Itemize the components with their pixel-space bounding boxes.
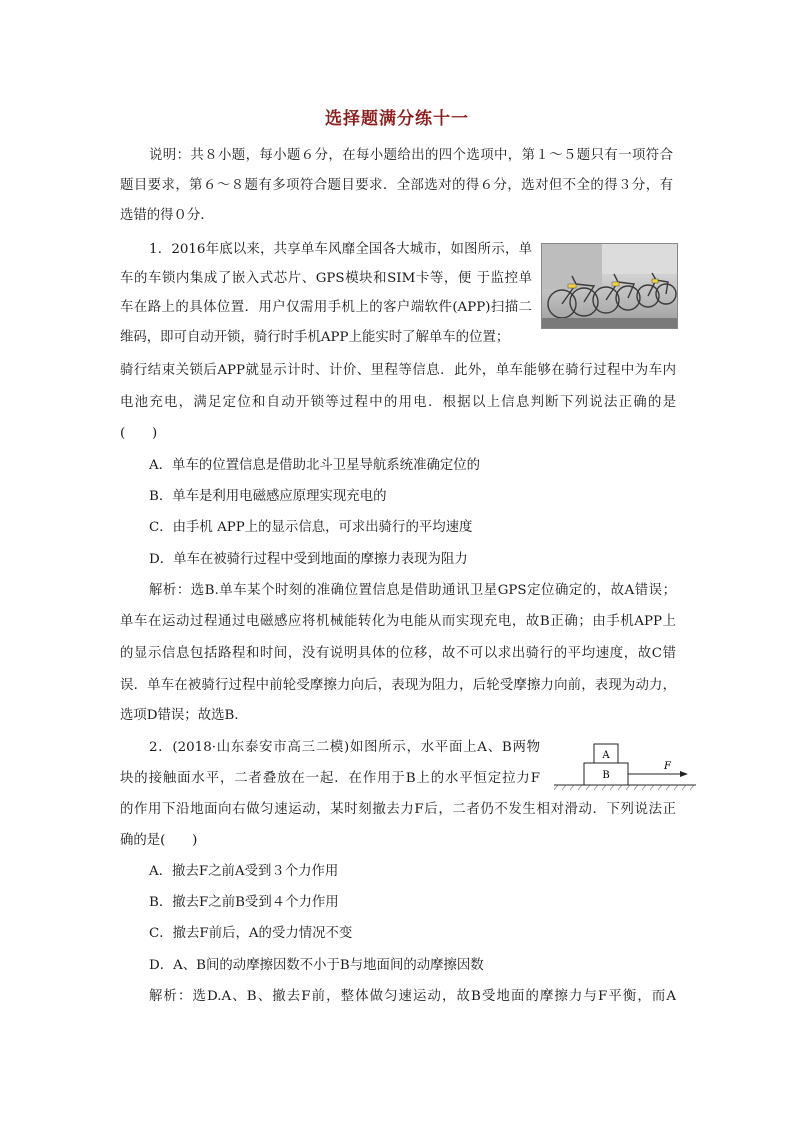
q1-stem-line: 维码，即可自动开锁，骑行时手机APP上能实时了解单车的位置； — [120, 330, 510, 345]
q1-stem-line: 骑行结束关锁后APP就显示计时、计价、里程等信息．此外，单车能够在骑行过程中为车内 — [120, 363, 676, 378]
q1-stem-line: 电池充电，满足定位和自动开锁等过程中的用电．根据以上信息判断下列说法正确的是 — [120, 395, 676, 410]
force-label: F — [664, 761, 671, 772]
q1-stem-line: 车的车锁内集成了嵌入式芯片、GPS模块和SIM卡等，便 于监控单 — [120, 271, 532, 286]
q2-option: D．A、B间的动摩擦因数不小于B与地面间的动摩擦因数 — [149, 958, 484, 973]
q2-option: B．撤去F之前B受到４个力作用 — [149, 895, 339, 910]
q1-analysis-line: 单车在运动过程通过电磁感应将机械能转化为电能从而实现充电，故B正确；由手机APP上 — [120, 614, 676, 629]
q1-option: C．由手机 APP上的显示信息，可求出骑行的平均速度 — [149, 520, 473, 535]
q2-stem-line: 块的接触面水平，二者叠放在一起．在作用于B上的水平恒定拉力F — [120, 771, 540, 786]
q1-stem-line: 车在路上的具体位置．用户仅需用手机上的客户端软件(APP)扫描二 — [120, 300, 532, 315]
q1-analysis-line: 的显示信息包括路程和时间，没有说明具体的位移，故不可以求出骑行的平均速度，故C错 — [120, 646, 676, 661]
q1-option: D．单车在被骑行过程中受到地面的摩擦力表现为阻力 — [149, 552, 468, 567]
q2-stem-line: 2．(2018·山东泰安市高三二模)如图所示，水平面上A、B两物 — [149, 740, 540, 755]
q1-option: B．单车是利用电磁感应原理实现充电的 — [149, 489, 387, 504]
ground-hatching — [554, 785, 694, 790]
block-a-label: A — [602, 750, 610, 761]
blocks-diagram — [554, 741, 696, 793]
intro-line: 选错的得０分． — [120, 208, 214, 223]
q1-stem-line: 1．2016年底以来，共享单车风靡全国各大城市，如图所示，单 — [149, 242, 532, 257]
q1-answer-blank: ( ) — [120, 426, 158, 441]
intro-line: 说明：共８小题，每小题６分，在每小题给出的四个选项中，第１～５题只有一项符合 — [149, 148, 673, 163]
page-title: 选择题满分练十一 — [325, 109, 469, 129]
q1-analysis-line: 解析：选B.单车某个时刻的准确位置信息是借助通讯卫星GPS定位确定的，故A错误； — [149, 583, 676, 598]
q2-analysis-line: 解析：选D.A、B、撤去F前，整体做匀速运动，故B受地面的摩擦力与F平衡，而A — [149, 989, 676, 1004]
force-arrowhead — [680, 771, 688, 777]
q2-stem-line: 的作用下沿地面向右做匀速运动，某时刻撤去力F后，二者仍不发生相对滑动．下列说法正 — [120, 802, 676, 817]
q1-analysis-line: 选项D错误；故选B. — [120, 708, 239, 723]
block-b-label: B — [602, 770, 610, 781]
bikes-illustration — [542, 244, 677, 328]
shared-bikes-photo — [541, 243, 678, 329]
intro-line: 题目要求，第６～８题有多项符合题目要求．全部选对的得６分，选对但不全的得３分，有 — [120, 178, 673, 193]
q2-option: C．撤去F前后，A的受力情况不变 — [149, 926, 353, 941]
q2-option: A．撤去F之前A受到３个力作用 — [149, 864, 339, 879]
q1-analysis-line: 误．单车在被骑行过程中前轮受摩擦力向后，表现为阻力，后轮受摩擦力向前，表现为动力， — [120, 678, 676, 693]
q1-option: A．单车的位置信息是借助北斗卫星导航系统准确定位的 — [149, 458, 481, 473]
q2-stem-line: 确的是( ) — [120, 833, 198, 848]
